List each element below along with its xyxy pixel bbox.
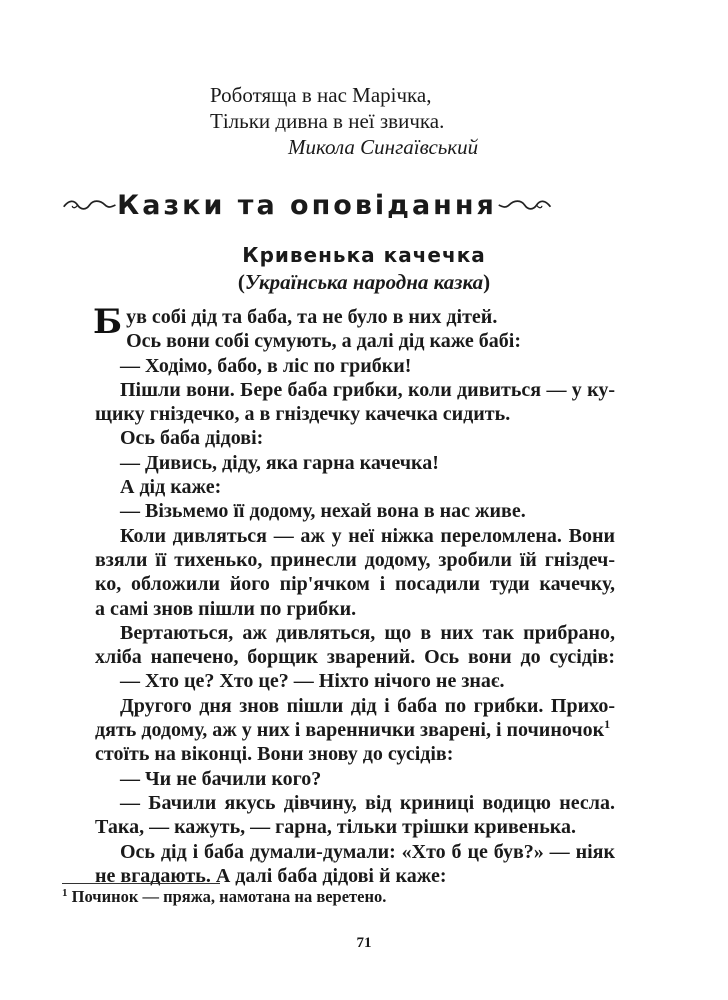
text-line: — Чи не бачили кого? bbox=[120, 767, 322, 790]
footnote-marker: 1 bbox=[604, 717, 611, 732]
text-line bbox=[95, 718, 615, 742]
text-line: — Ходімо, бабо, в ліс по грибки! bbox=[120, 354, 412, 377]
text-line: Вертаються, аж дивляться, що в них так прибрано, bbox=[120, 621, 615, 644]
section-title: Казки та оповідання bbox=[117, 189, 497, 221]
text-line: а самі знов пішли по грибки. bbox=[95, 597, 357, 620]
epigraph-line: Тільки дивна в неї звичка. bbox=[210, 109, 445, 133]
epigraph bbox=[210, 82, 478, 160]
story-title: Кривенька качечка bbox=[242, 243, 486, 267]
footnote-divider bbox=[62, 883, 220, 884]
text-line-content: дять додому, аж у них і вареннички зварені, і починочок bbox=[95, 719, 605, 742]
text-line: Така, — кажуть, — гарна, тільки трішки кривенька. bbox=[95, 816, 576, 839]
footnote bbox=[62, 887, 386, 907]
text-line: — Дивись, діду, яка гарна качечка! bbox=[120, 451, 439, 474]
story-subtitle: (Українська народна казка) bbox=[237, 270, 491, 294]
epigraph-line: Роботяща в нас Марічка, bbox=[210, 83, 432, 107]
text-line: хліба напечено, борщик зварений. Ось вони до сусідів: bbox=[95, 646, 615, 669]
text-line: не вгадають. А далі баба дідові й каже: bbox=[95, 864, 447, 887]
text-line: взяли її тихенько, принесли додому, зробили їй гніздеч- bbox=[95, 548, 615, 571]
right-flourish-icon bbox=[497, 195, 552, 215]
section-heading bbox=[62, 183, 552, 227]
text-line: Ось баба дідові: bbox=[120, 427, 264, 450]
text-line: А дід каже: bbox=[120, 476, 222, 499]
story-body bbox=[93, 302, 615, 888]
text-line: щику гніздечко, а в гніздечку качечка сидить. bbox=[95, 403, 511, 426]
text-line: — Бачили якусь дівчину, від криниці водицю несла. bbox=[120, 791, 615, 814]
left-flourish-icon bbox=[62, 195, 117, 215]
page-number: 71 bbox=[356, 935, 372, 951]
footnote-number: 1 bbox=[62, 887, 68, 899]
text-line: ко, обложили його пір'ячком і посадили туди качечку, bbox=[95, 573, 615, 596]
footnote-text: Починок — пряжа, намотана на веретено. bbox=[71, 887, 387, 906]
drop-cap: Б bbox=[93, 302, 123, 342]
epigraph-author: Микола Сингаївський bbox=[288, 135, 479, 159]
text-line: Другого дня знов пішли дід і баба по грибки. Прихо- bbox=[120, 694, 615, 717]
text-line: Ось дід і баба думали-думали: «Хто б це був?» — ніяк bbox=[120, 840, 615, 863]
text-line: Пішли вони. Бере баба грибки, коли дивиться — у ку- bbox=[120, 378, 615, 401]
text-line: Коли дивляться — аж у неї ніжка переломлена. Вони bbox=[120, 524, 615, 547]
story-subtitle-text: Українська народна казка bbox=[244, 270, 484, 294]
text-line: Ось вони собі сумують, а далі дід каже бабі: bbox=[126, 330, 522, 353]
text-line: стоїть на віконці. Вони знову до сусідів: bbox=[95, 743, 454, 766]
text-line: — Візьмемо її додому, нехай вона в нас живе. bbox=[120, 500, 526, 523]
text-line-content: ув собі дід та баба, та не було в них дітей. bbox=[126, 306, 498, 328]
text-line: — Хто це? Хто це? — Ніхто нічого не знає. bbox=[120, 670, 505, 693]
